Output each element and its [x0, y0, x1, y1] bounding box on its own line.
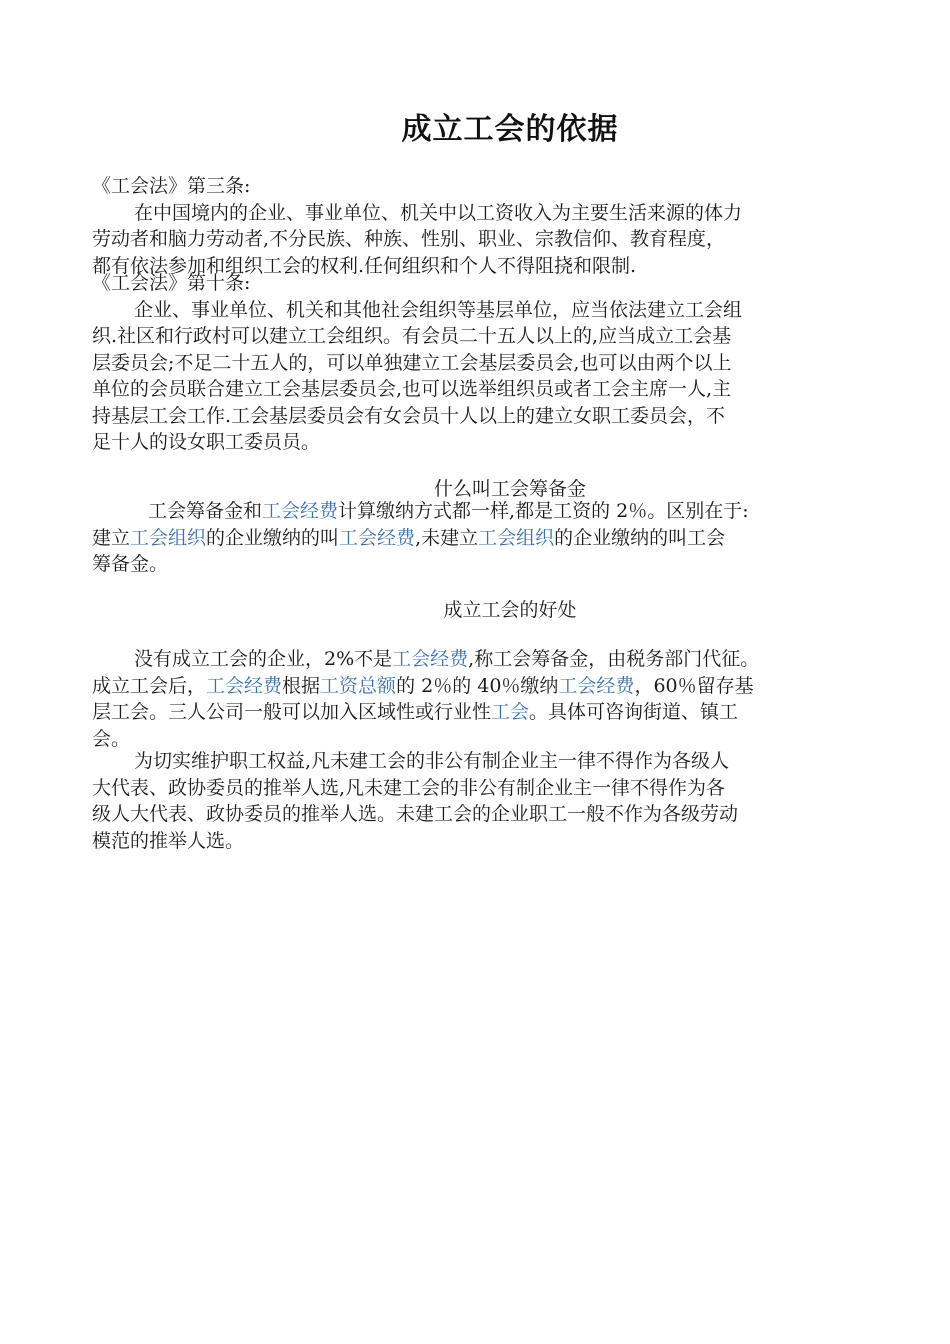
section-heading-fund: 什么叫工会筹备金 — [433, 478, 586, 500]
benefit-line — [92, 646, 862, 673]
benefit-line: 级人大代表、政协委员的推举人选。未建工会的企业职工一般不作为各级劳动 — [92, 803, 739, 825]
text-span: 层工会。三人公司一般可以加入区域性或行业性 — [92, 701, 492, 723]
text-span: ,未建立 — [415, 526, 479, 549]
text-span: 。具体可咨询街道、镇工 — [529, 701, 739, 723]
article-3-line: 劳动者和脑力劳动者,不分民族、种族、性别、职业、宗教信仰、教育程度， — [92, 228, 726, 250]
fund-line — [92, 525, 862, 552]
benefit-line: 会。 — [92, 727, 131, 750]
link-union-fee[interactable]: 工会经费 — [558, 674, 635, 697]
article-10-line: 单位的会员联合建立工会基层委员会,也可以选举组织员或者工会主席一人,主 — [92, 378, 732, 400]
text-span: 计算缴纳方式都一样,都是工资的 2％。区别在于: — [338, 500, 749, 522]
law-article-10 — [92, 270, 862, 456]
article-10-heading: 《工会法》第十条: — [92, 272, 251, 294]
benefit-paragraph-2 — [92, 748, 862, 854]
section-heading-benefit: 成立工会的好处 — [443, 599, 577, 621]
benefit-line — [92, 699, 862, 726]
text-span: 没有成立工会的企业，2%不是 — [134, 648, 393, 670]
fund-line: 筹备金。 — [92, 553, 169, 575]
benefit-line — [92, 673, 862, 700]
link-union-fee[interactable]: 工会经费 — [339, 526, 416, 549]
text-span: 建立 — [92, 526, 131, 549]
text-span: 的企业缴纳的叫 — [206, 526, 340, 549]
link-union-organization[interactable]: 工会组织 — [478, 526, 555, 549]
article-10-line: 企业、事业单位、机关和其他社会组织等基层单位，应当依法建立工会组 — [134, 298, 743, 321]
text-span: ，60％留存基 — [634, 674, 754, 697]
link-union[interactable]: 工会 — [491, 701, 530, 723]
text-span: 的企业缴纳的叫工会 — [554, 526, 726, 549]
page-title: 成立工会的依据 — [401, 112, 619, 147]
article-3-heading: 《工会法》第三条: — [92, 175, 251, 197]
article-10-line: 织.社区和行政村可以建立工会组织。有会员二十五人以上的,应当成立工会基 — [92, 325, 732, 347]
article-3-line: 在中国境内的企业、事业单位、机关中以工资收入为主要生活来源的体力 — [134, 201, 743, 224]
link-union-organization[interactable]: 工会组织 — [130, 526, 207, 549]
fund-line — [92, 498, 862, 525]
benefit-paragraph-1 — [92, 646, 862, 752]
text-span: ,称工会筹备金，由税务部门代征。 — [468, 648, 760, 670]
text-span: 根据 — [282, 674, 321, 697]
benefit-line: 大代表、政协委员的推举人选,凡未建工会的非公有制企业主一律不得作为各 — [92, 776, 726, 799]
article-3-line: 都有依法参加和组织工会的权利.任何组织和个人不得阻挠和限制. — [92, 254, 637, 277]
law-article-3 — [92, 173, 862, 279]
text-span: 的 2％的 40％缴纳 — [396, 674, 559, 697]
article-10-line: 足十人的设女职工委员员。 — [92, 431, 321, 453]
benefit-line: 为切实维护职工权益,凡未建工会的非公有制企业主一律不得作为各级人 — [134, 750, 730, 772]
link-union-fee[interactable]: 工会经费 — [206, 674, 283, 697]
link-union-fee[interactable]: 工会经费 — [392, 648, 469, 670]
fund-paragraph — [92, 498, 862, 578]
link-union-fee[interactable]: 工会经费 — [262, 500, 339, 522]
article-10-line: 层委员会;不足二十五人的，可以单独建立工会基层委员会,也可以由两个以上 — [92, 351, 732, 374]
link-total-wages[interactable]: 工资总额 — [320, 674, 397, 697]
benefit-line: 模范的推举人选。 — [92, 829, 245, 852]
text-span: 工会筹备金和 — [148, 500, 263, 522]
article-10-line: 持基层工会工作.工会基层委员会有女会员十人以上的建立女职工委员会，不 — [92, 404, 726, 427]
text-span: 成立工会后， — [92, 674, 207, 697]
